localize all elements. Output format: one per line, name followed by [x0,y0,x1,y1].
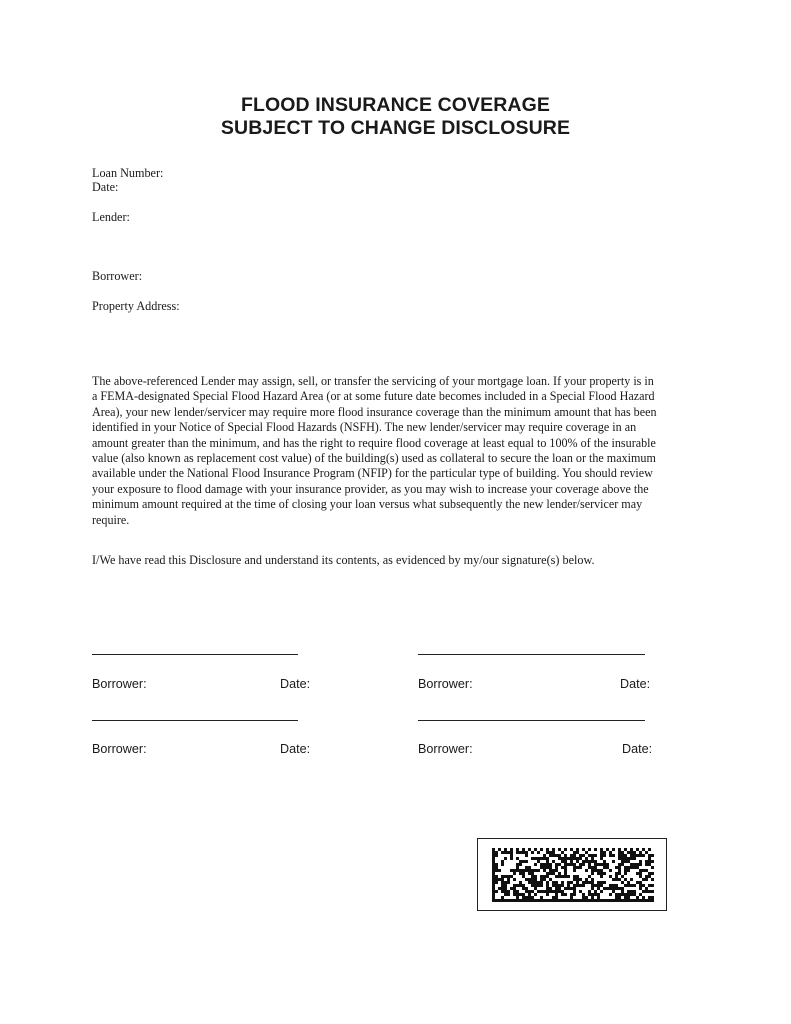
disclosure-line: Area), your new lender/servicer may require more flood insurance coverage than the minimum amount that has been [92,404,657,419]
date-signature-label-4: Date: [622,742,653,756]
disclosure-line: available under the National Flood Insurance Program (NFIP) for the particular type of building. You should review [92,466,653,481]
disclosure-line: amount greater than the minimum, and has the right to require flood coverage at least equal to 100% of the insurable [92,435,656,450]
date-signature-label-1: Date: [280,677,311,691]
borrower-signature-label-3: Borrower: [92,742,147,756]
borrower-signature-line-2[interactable] [418,654,645,655]
disclosure-line: The above-referenced Lender may assign, sell, or transfer the servicing of your mortgage loan. If your property is in [92,374,654,388]
lender-label: Lender: [92,210,130,224]
date-label: Date: [92,180,119,194]
borrower-signature-label-1: Borrower: [92,677,147,691]
barcode-frame [477,838,667,911]
disclosure-line: require. [92,512,130,527]
date-signature-label-2: Date: [620,677,651,691]
loan-number-label: Loan Number: [92,166,164,180]
disclosure-line: value (also known as replacement cost value) of the building(s) used as collateral to secure the loan or the maximum [92,451,656,466]
disclosure-line: your exposure to flood damage with your insurance provider, as you may wish to increase your coverage above the [92,481,649,496]
acknowledgement-text: I/We have read this Disclosure and understand its contents, as evidenced by my/our signature(s) below. [92,553,595,567]
property-address-label: Property Address: [92,299,180,313]
disclosure-paragraph [92,374,704,528]
borrower-signature-line-3[interactable] [92,720,298,721]
date-signature-label-3: Date: [280,742,311,756]
borrower-signature-label-2: Borrower: [418,677,473,691]
disclosure-line: minimum amount required at the time of closing your loan versus what subsequently the new lender/servicer may [92,497,643,512]
borrower-signature-line-4[interactable] [418,720,645,721]
barcode-icon [492,848,654,903]
document-title-line-1: FLOOD INSURANCE COVERAGE [240,94,550,116]
borrower-label: Borrower: [92,269,143,283]
document-title-line-2: SUBJECT TO CHANGE DISCLOSURE [220,117,571,139]
disclosure-line: identified in your Notice of Special Flood Hazards (NSFH). The new lender/servicer may require coverage in an [92,420,637,435]
borrower-signature-label-4: Borrower: [418,742,473,756]
borrower-signature-line-1[interactable] [92,654,298,655]
disclosure-line: a FEMA-designated Special Flood Hazard Area (or at some future date becomes included in a Special Flood Hazard [92,389,655,404]
